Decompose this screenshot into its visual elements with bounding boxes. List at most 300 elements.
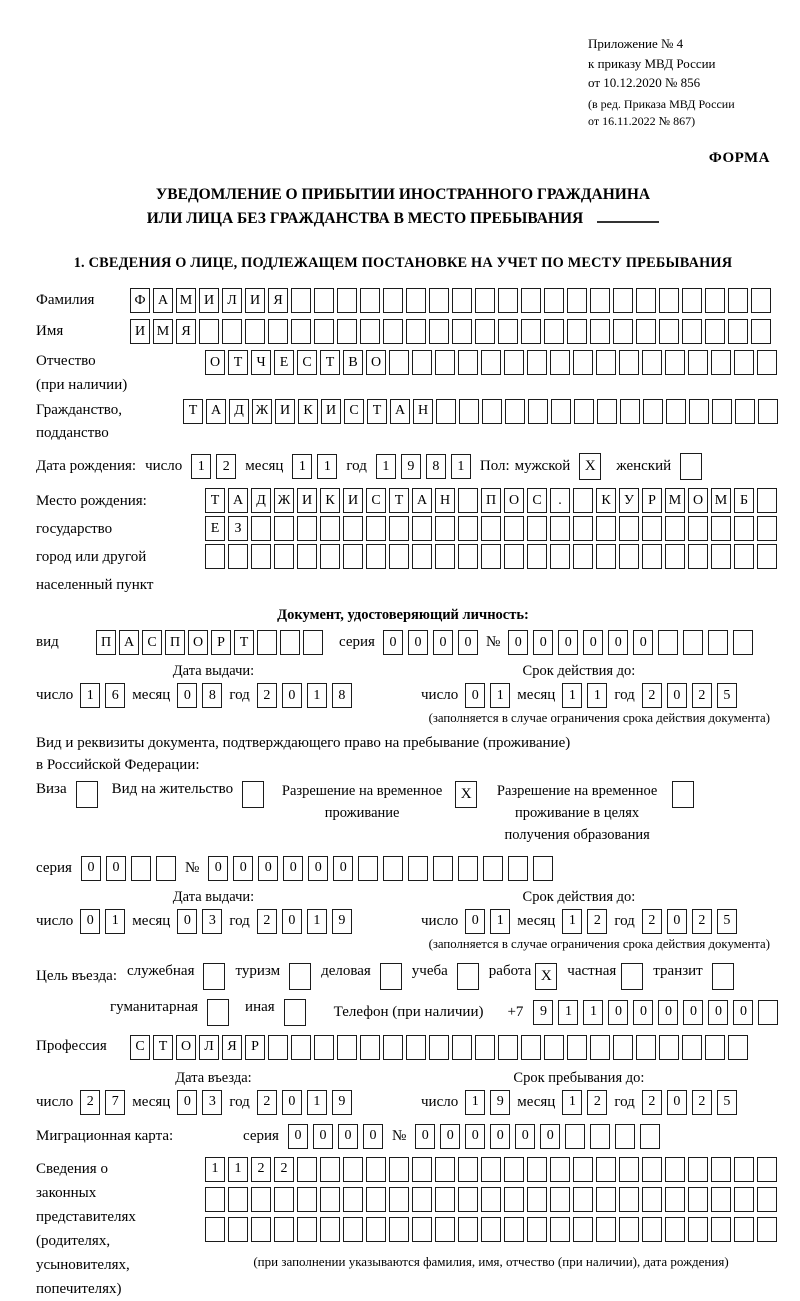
char-cell[interactable]: 0 [667,1090,687,1115]
female-checkbox[interactable] [680,453,702,480]
char-cell[interactable] [436,399,456,424]
char-cell[interactable]: 7 [105,1090,125,1115]
char-cell[interactable] [435,1157,455,1182]
char-cell[interactable] [567,319,587,344]
char-cell[interactable]: 0 [465,683,485,708]
char-cell[interactable] [291,319,311,344]
char-cell[interactable] [458,1217,478,1242]
char-cell[interactable]: 0 [540,1124,560,1149]
char-cell[interactable] [320,516,340,541]
char-cell[interactable]: 0 [333,856,353,881]
char-cell[interactable] [665,350,685,375]
char-cell[interactable]: 1 [307,909,327,934]
char-cell[interactable]: 2 [274,1157,294,1182]
char-cell[interactable]: 1 [465,1090,485,1115]
char-cell[interactable] [360,1035,380,1060]
char-cell[interactable]: 1 [490,683,510,708]
char-cell[interactable]: 0 [533,630,553,655]
purpose-option-checkbox[interactable] [621,963,643,990]
char-cell[interactable] [688,350,708,375]
char-cell[interactable] [498,1035,518,1060]
char-cell[interactable]: С [527,488,547,513]
char-cell[interactable] [406,288,426,313]
char-cell[interactable] [228,544,248,569]
char-cell[interactable] [389,544,409,569]
char-cell[interactable]: Ж [274,488,294,513]
char-cell[interactable]: 0 [465,909,485,934]
char-cell[interactable]: Л [222,288,242,313]
char-cell[interactable] [406,1035,426,1060]
char-cell[interactable] [619,1217,639,1242]
char-cell[interactable]: Л [199,1035,219,1060]
char-cell[interactable] [366,516,386,541]
char-cell[interactable] [596,1217,616,1242]
char-cell[interactable]: 2 [216,454,236,479]
char-cell[interactable] [757,350,777,375]
char-cell[interactable]: Д [251,488,271,513]
char-cell[interactable] [665,1217,685,1242]
char-cell[interactable] [435,350,455,375]
char-cell[interactable]: П [96,630,116,655]
char-cell[interactable] [452,319,472,344]
char-cell[interactable] [429,1035,449,1060]
char-cell[interactable]: О [504,488,524,513]
char-cell[interactable] [665,1157,685,1182]
char-cell[interactable]: О [688,488,708,513]
char-cell[interactable]: 1 [583,1000,603,1025]
char-cell[interactable] [280,630,300,655]
char-cell[interactable]: 0 [313,1124,333,1149]
char-cell[interactable] [665,544,685,569]
char-cell[interactable]: 1 [105,909,125,934]
char-cell[interactable]: К [298,399,318,424]
visa-checkbox[interactable] [76,781,98,808]
char-cell[interactable] [596,544,616,569]
char-cell[interactable] [268,1035,288,1060]
char-cell[interactable]: 0 [515,1124,535,1149]
char-cell[interactable]: 0 [440,1124,460,1149]
char-cell[interactable]: 0 [558,630,578,655]
char-cell[interactable] [728,1035,748,1060]
char-cell[interactable] [527,516,547,541]
char-cell[interactable] [711,1157,731,1182]
char-cell[interactable] [228,1217,248,1242]
char-cell[interactable] [314,288,334,313]
char-cell[interactable] [757,1217,777,1242]
char-cell[interactable]: 1 [307,1090,327,1115]
char-cell[interactable] [544,319,564,344]
char-cell[interactable] [642,544,662,569]
char-cell[interactable]: 0 [683,1000,703,1025]
char-cell[interactable] [389,516,409,541]
char-cell[interactable]: Н [413,399,433,424]
char-cell[interactable] [435,1217,455,1242]
char-cell[interactable] [659,319,679,344]
char-cell[interactable]: 0 [80,909,100,934]
char-cell[interactable] [550,350,570,375]
char-cell[interactable]: 0 [633,630,653,655]
char-cell[interactable]: Я [176,319,196,344]
char-cell[interactable]: К [596,488,616,513]
char-cell[interactable]: 0 [177,683,197,708]
char-cell[interactable] [550,1217,570,1242]
char-cell[interactable]: 0 [415,1124,435,1149]
char-cell[interactable] [573,1157,593,1182]
char-cell[interactable] [412,1157,432,1182]
char-cell[interactable]: И [130,319,150,344]
char-cell[interactable] [682,288,702,313]
char-cell[interactable]: А [119,630,139,655]
char-cell[interactable]: Ч [251,350,271,375]
char-cell[interactable] [758,399,778,424]
char-cell[interactable] [705,319,725,344]
char-cell[interactable]: Б [734,488,754,513]
char-cell[interactable] [751,288,771,313]
char-cell[interactable] [389,1157,409,1182]
char-cell[interactable] [314,319,334,344]
char-cell[interactable] [734,516,754,541]
char-cell[interactable] [504,1187,524,1212]
char-cell[interactable] [642,1187,662,1212]
char-cell[interactable]: 5 [717,1090,737,1115]
char-cell[interactable]: У [619,488,639,513]
char-cell[interactable]: А [153,288,173,313]
char-cell[interactable] [619,1157,639,1182]
char-cell[interactable] [274,516,294,541]
char-cell[interactable] [412,1217,432,1242]
purpose-option-checkbox[interactable]: X [535,963,557,990]
char-cell[interactable] [366,1187,386,1212]
char-cell[interactable]: Т [234,630,254,655]
char-cell[interactable] [757,488,777,513]
char-cell[interactable] [297,1157,317,1182]
char-cell[interactable] [613,319,633,344]
char-cell[interactable]: 1 [317,454,337,479]
char-cell[interactable] [665,1187,685,1212]
char-cell[interactable]: 0 [658,1000,678,1025]
char-cell[interactable] [751,319,771,344]
char-cell[interactable] [613,1035,633,1060]
char-cell[interactable]: 0 [208,856,228,881]
char-cell[interactable] [459,399,479,424]
char-cell[interactable]: А [206,399,226,424]
char-cell[interactable] [590,1035,610,1060]
char-cell[interactable] [504,1217,524,1242]
char-cell[interactable]: 5 [717,909,737,934]
char-cell[interactable]: 2 [692,909,712,934]
purpose-option-checkbox[interactable] [203,963,225,990]
char-cell[interactable] [274,1217,294,1242]
char-cell[interactable] [508,856,528,881]
char-cell[interactable]: 8 [426,454,446,479]
char-cell[interactable] [475,319,495,344]
char-cell[interactable]: 2 [587,1090,607,1115]
char-cell[interactable] [458,1157,478,1182]
char-cell[interactable] [596,1187,616,1212]
char-cell[interactable] [527,544,547,569]
char-cell[interactable]: С [142,630,162,655]
char-cell[interactable] [458,856,478,881]
char-cell[interactable] [528,399,548,424]
char-cell[interactable] [567,1035,587,1060]
char-cell[interactable]: 1 [205,1157,225,1182]
char-cell[interactable] [406,319,426,344]
char-cell[interactable]: Я [268,288,288,313]
char-cell[interactable] [734,1217,754,1242]
char-cell[interactable] [343,544,363,569]
char-cell[interactable] [565,1124,585,1149]
char-cell[interactable]: 2 [642,683,662,708]
char-cell[interactable] [573,1217,593,1242]
char-cell[interactable]: 0 [490,1124,510,1149]
char-cell[interactable] [297,1187,317,1212]
char-cell[interactable] [550,1157,570,1182]
char-cell[interactable] [343,1187,363,1212]
char-cell[interactable] [303,630,323,655]
char-cell[interactable]: 0 [283,856,303,881]
char-cell[interactable]: 0 [408,630,428,655]
char-cell[interactable] [343,516,363,541]
char-cell[interactable]: Т [367,399,387,424]
char-cell[interactable]: . [550,488,570,513]
char-cell[interactable] [573,1187,593,1212]
char-cell[interactable] [757,1187,777,1212]
char-cell[interactable]: 0 [608,630,628,655]
char-cell[interactable]: 1 [562,1090,582,1115]
char-cell[interactable] [498,319,518,344]
char-cell[interactable]: 2 [642,1090,662,1115]
char-cell[interactable] [481,1157,501,1182]
char-cell[interactable] [527,1187,547,1212]
char-cell[interactable] [596,1157,616,1182]
char-cell[interactable] [711,1217,731,1242]
char-cell[interactable]: О [366,350,386,375]
char-cell[interactable]: С [297,350,317,375]
char-cell[interactable]: 0 [363,1124,383,1149]
char-cell[interactable] [597,399,617,424]
char-cell[interactable]: 1 [307,683,327,708]
char-cell[interactable]: 9 [332,909,352,934]
char-cell[interactable] [640,1124,660,1149]
char-cell[interactable] [567,288,587,313]
char-cell[interactable]: 1 [191,454,211,479]
char-cell[interactable] [314,1035,334,1060]
char-cell[interactable] [527,1217,547,1242]
char-cell[interactable] [366,1217,386,1242]
char-cell[interactable] [337,1035,357,1060]
char-cell[interactable] [360,319,380,344]
char-cell[interactable] [481,516,501,541]
char-cell[interactable] [389,1187,409,1212]
char-cell[interactable] [504,350,524,375]
char-cell[interactable] [683,630,703,655]
char-cell[interactable] [682,1035,702,1060]
char-cell[interactable] [291,288,311,313]
char-cell[interactable] [343,1217,363,1242]
char-cell[interactable]: 8 [202,683,222,708]
char-cell[interactable]: 8 [332,683,352,708]
char-cell[interactable] [297,516,317,541]
char-cell[interactable] [735,399,755,424]
char-cell[interactable] [412,350,432,375]
char-cell[interactable] [574,399,594,424]
residence-permit-checkbox[interactable] [242,781,264,808]
char-cell[interactable] [688,1187,708,1212]
char-cell[interactable]: Я [222,1035,242,1060]
char-cell[interactable] [550,516,570,541]
char-cell[interactable] [688,1217,708,1242]
char-cell[interactable] [251,516,271,541]
char-cell[interactable] [245,319,265,344]
purpose-option-checkbox[interactable] [457,963,479,990]
char-cell[interactable] [429,319,449,344]
char-cell[interactable] [408,856,428,881]
char-cell[interactable] [596,350,616,375]
char-cell[interactable]: А [412,488,432,513]
char-cell[interactable] [337,288,357,313]
char-cell[interactable]: 0 [667,683,687,708]
char-cell[interactable] [251,1187,271,1212]
char-cell[interactable] [757,516,777,541]
char-cell[interactable] [550,1187,570,1212]
char-cell[interactable] [619,516,639,541]
char-cell[interactable]: 1 [562,909,582,934]
char-cell[interactable]: 9 [401,454,421,479]
purpose-option-checkbox[interactable] [284,999,306,1026]
char-cell[interactable]: Т [183,399,203,424]
purpose-option-checkbox[interactable] [207,999,229,1026]
char-cell[interactable] [527,1157,547,1182]
char-cell[interactable]: Т [153,1035,173,1060]
char-cell[interactable]: О [188,630,208,655]
char-cell[interactable]: 1 [292,454,312,479]
char-cell[interactable] [757,1157,777,1182]
char-cell[interactable] [590,319,610,344]
char-cell[interactable]: М [176,288,196,313]
char-cell[interactable] [482,399,502,424]
char-cell[interactable]: Ф [130,288,150,313]
char-cell[interactable]: О [205,350,225,375]
char-cell[interactable]: 0 [433,630,453,655]
char-cell[interactable]: 2 [692,683,712,708]
char-cell[interactable] [268,319,288,344]
char-cell[interactable] [435,1187,455,1212]
char-cell[interactable]: А [228,488,248,513]
char-cell[interactable]: 2 [257,909,277,934]
char-cell[interactable] [412,1187,432,1212]
char-cell[interactable] [481,1217,501,1242]
male-checkbox[interactable]: X [579,453,601,480]
char-cell[interactable] [615,1124,635,1149]
char-cell[interactable] [728,288,748,313]
char-cell[interactable] [337,319,357,344]
char-cell[interactable]: 9 [490,1090,510,1115]
char-cell[interactable]: К [320,488,340,513]
char-cell[interactable] [619,350,639,375]
char-cell[interactable] [688,1157,708,1182]
char-cell[interactable] [481,544,501,569]
char-cell[interactable]: 0 [733,1000,753,1025]
char-cell[interactable]: Н [435,488,455,513]
char-cell[interactable]: 0 [308,856,328,881]
char-cell[interactable]: С [366,488,386,513]
char-cell[interactable] [320,1217,340,1242]
char-cell[interactable] [366,544,386,569]
char-cell[interactable] [222,319,242,344]
char-cell[interactable] [257,630,277,655]
char-cell[interactable] [435,544,455,569]
char-cell[interactable]: 3 [202,1090,222,1115]
char-cell[interactable]: 0 [708,1000,728,1025]
char-cell[interactable]: 0 [508,630,528,655]
char-cell[interactable]: 0 [106,856,126,881]
char-cell[interactable]: 0 [233,856,253,881]
char-cell[interactable]: М [665,488,685,513]
char-cell[interactable] [533,856,553,881]
char-cell[interactable] [383,856,403,881]
char-cell[interactable] [429,288,449,313]
char-cell[interactable] [483,856,503,881]
char-cell[interactable]: П [165,630,185,655]
char-cell[interactable] [734,350,754,375]
char-cell[interactable] [689,399,709,424]
char-cell[interactable] [504,544,524,569]
char-cell[interactable] [527,350,547,375]
char-cell[interactable]: 1 [451,454,471,479]
char-cell[interactable] [642,516,662,541]
char-cell[interactable]: Т [320,350,340,375]
char-cell[interactable] [705,288,725,313]
char-cell[interactable]: З [228,516,248,541]
char-cell[interactable] [682,319,702,344]
char-cell[interactable]: 1 [562,683,582,708]
purpose-option-checkbox[interactable] [380,963,402,990]
char-cell[interactable] [642,1217,662,1242]
char-cell[interactable] [642,1157,662,1182]
char-cell[interactable]: М [711,488,731,513]
char-cell[interactable]: 0 [81,856,101,881]
char-cell[interactable]: Т [228,350,248,375]
char-cell[interactable] [383,1035,403,1060]
char-cell[interactable] [366,1157,386,1182]
char-cell[interactable] [590,288,610,313]
char-cell[interactable] [498,288,518,313]
char-cell[interactable] [343,1157,363,1182]
char-cell[interactable] [320,544,340,569]
char-cell[interactable] [734,1157,754,1182]
char-cell[interactable] [666,399,686,424]
char-cell[interactable]: О [176,1035,196,1060]
char-cell[interactable]: 1 [587,683,607,708]
char-cell[interactable] [297,544,317,569]
char-cell[interactable] [728,319,748,344]
char-cell[interactable]: 0 [458,630,478,655]
char-cell[interactable] [642,350,662,375]
temp-residence-edu-checkbox[interactable] [672,781,694,808]
char-cell[interactable] [550,544,570,569]
char-cell[interactable] [658,630,678,655]
char-cell[interactable] [435,516,455,541]
char-cell[interactable] [228,1187,248,1212]
char-cell[interactable]: 9 [533,1000,553,1025]
char-cell[interactable] [156,856,176,881]
char-cell[interactable]: 0 [667,909,687,934]
char-cell[interactable] [636,319,656,344]
char-cell[interactable]: 1 [80,683,100,708]
char-cell[interactable] [389,1217,409,1242]
char-cell[interactable] [521,1035,541,1060]
char-cell[interactable] [573,516,593,541]
